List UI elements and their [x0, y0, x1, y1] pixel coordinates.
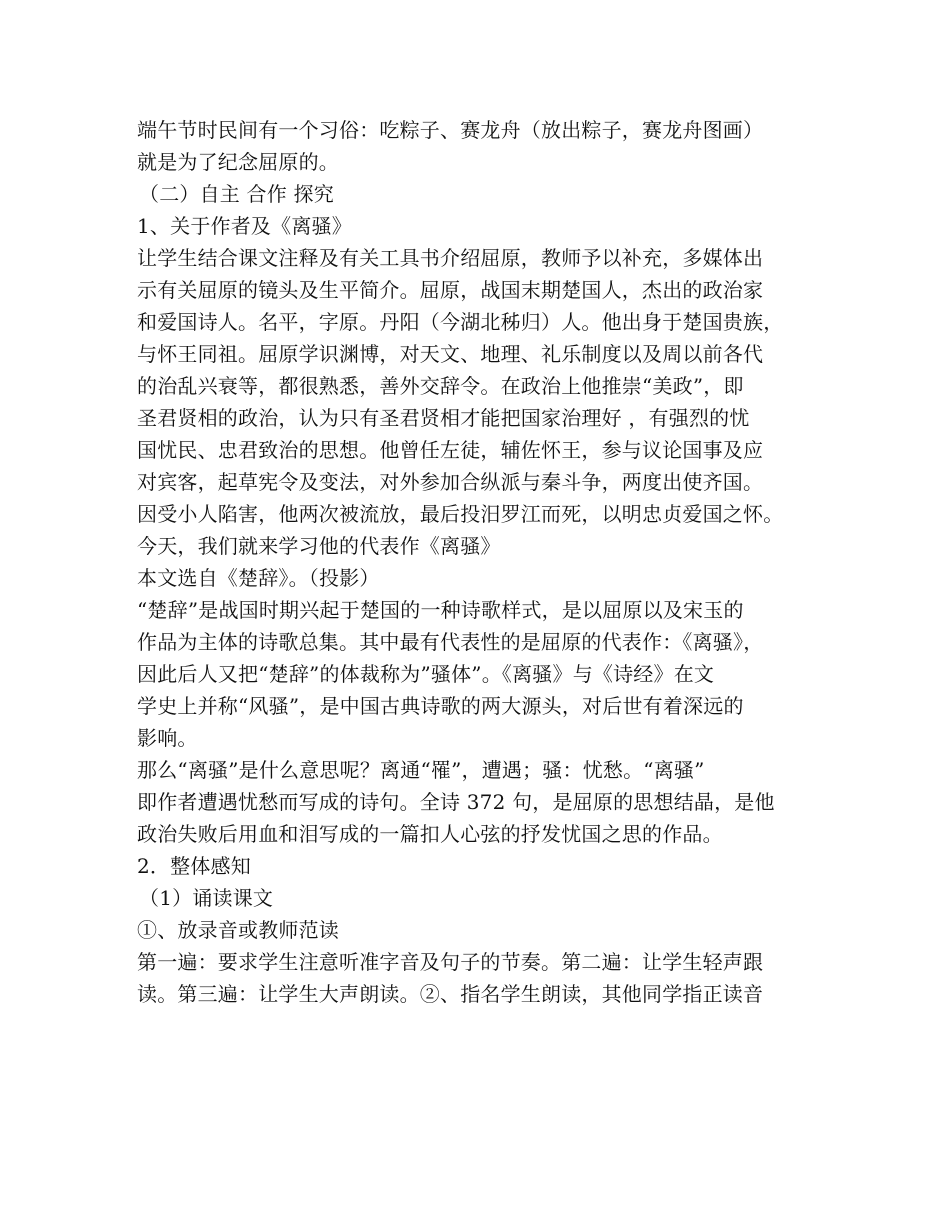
text-line: 因此后人又把“楚辞”的体裁称为”骚体”。《离骚》与《诗经》在文 [137, 662, 715, 686]
text-line: 就是为了纪念屈原的。 [137, 150, 339, 174]
text-line: 作品为主体的诗歌总集。其中最有代表性的是屈原的代表作：《离骚》， [137, 630, 764, 654]
text-line: 的治乱兴衰等，都很熟悉，善外交辞令。在政治上他推崇“美政”，即 [137, 374, 744, 398]
text-line: ①、放录音或教师范读 [137, 918, 339, 942]
document-body [137, 114, 827, 1010]
text-line: “楚辞”是战国时期兴起于楚国的一种诗歌样式，是以屈原以及宋玉的 [137, 598, 744, 622]
text-line: 因受小人陷害，他两次被流放，最后投汨罗江而死，以明忠贞爱国之怀。 [137, 502, 784, 526]
text-line: 端午节时民间有一个习俗：吃粽子、赛龙舟（放出粽子，赛龙舟图画） [137, 118, 764, 142]
text-line: 第一遍：要求学生注意听准字音及句子的节奏。第二遍：让学生轻声跟 [137, 950, 764, 974]
section-heading: （二）自主 合作 探究 [139, 182, 334, 206]
text-line: 对宾客，起草宪令及变法，对外参加合纵派与秦斗争，两度出使齐国。 [137, 470, 764, 494]
text-line: 国忧民、忠君致治的思想。他曾任左徒，辅佐怀王，参与议论国事及应 [137, 438, 764, 462]
text-line: 让学生结合课文注释及有关工具书介绍屈原，教师予以补充，多媒体出 [137, 246, 764, 270]
text-line: 和爱国诗人。名平，字原。丹阳（今湖北秭归）人。他出身于楚国贵族， [137, 310, 784, 334]
text-line: 政治失败后用血和泪写成的一篇扣人心弦的抒发忧国之思的作品。 [137, 822, 723, 846]
text-line: 读。第三遍：让学生大声朗读。②、指名学生朗读，其他同学指正读音 [137, 982, 764, 1006]
text-line: 与怀王同祖。屈原学识渊博，对天文、地理、礼乐制度以及周以前各代 [137, 342, 764, 366]
text-line: 今天，我们就来学习他的代表作《离骚》 [137, 534, 501, 558]
text-line: 圣君贤相的政治，认为只有圣君贤相才能把国家治理好 ，有强烈的忧 [137, 406, 750, 430]
text-line: 即作者遭遇忧愁而写成的诗句。全诗 372 句，是屈原的思想结晶，是他 [137, 790, 775, 814]
section-heading: 2．整体感知 [137, 854, 251, 878]
text-line: 示有关屈原的镜头及生平简介。屈原，战国末期楚国人，杰出的政治家 [137, 278, 764, 302]
text-line: 本文选自《楚辞》。（投影） [137, 566, 380, 590]
text-line: 那么“离骚”是什么意思呢？离通“罹”，遭遇；骚：忧愁。“离骚” [137, 758, 705, 782]
text-line: 学史上并称“风骚”，是中国古典诗歌的两大源头，对后世有着深远的 [137, 694, 744, 718]
subsection-heading: 1、关于作者及《离骚》 [137, 214, 352, 238]
text-line: 影响。 [137, 726, 198, 750]
subsection-heading: （1）诵读课文 [139, 886, 274, 910]
